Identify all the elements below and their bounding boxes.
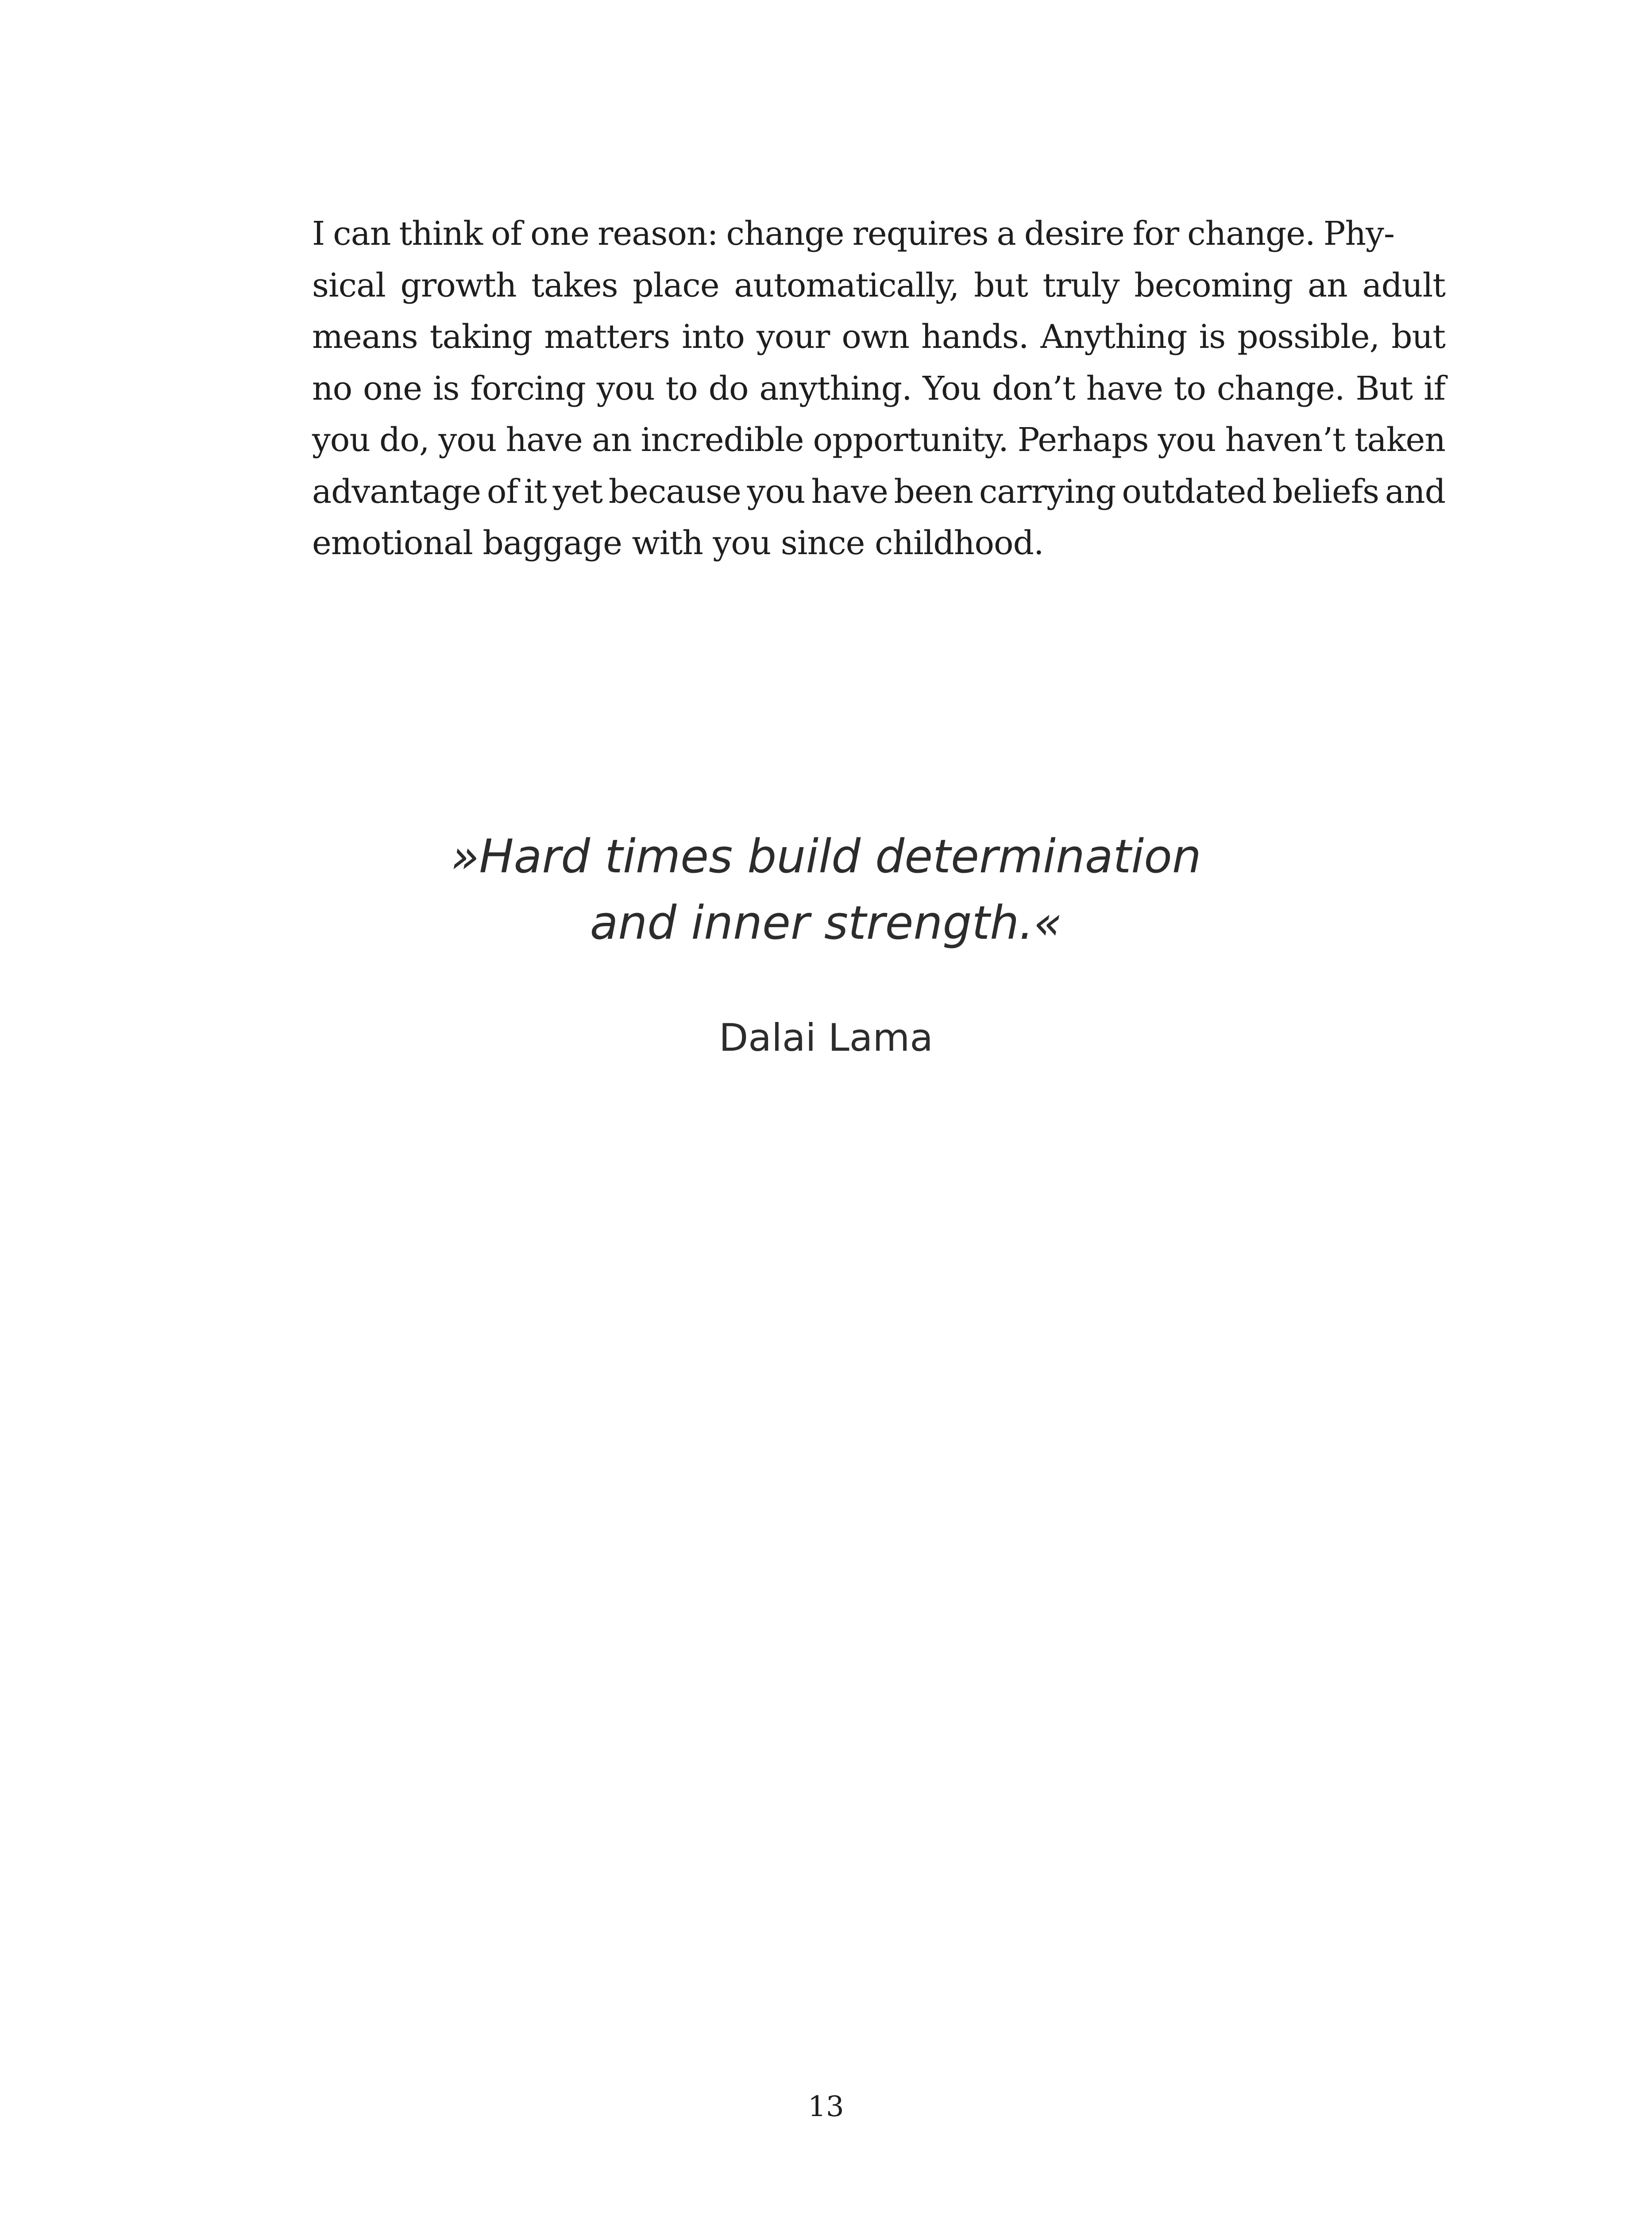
body-paragraph <box>261 208 1445 569</box>
paragraph-line: sical growth takes place automatically, but truly becoming an adult <box>312 266 1445 305</box>
pull-quote <box>383 823 1269 956</box>
quote-line: »Hard times build determination <box>451 829 1201 883</box>
paragraph-line: means taking matters into your own hands. Anything is possible, but <box>312 318 1445 356</box>
paragraph-line: no one is forcing you to do anything. You don’t have to change. But if <box>312 369 1445 408</box>
page-number: 13 <box>808 2090 844 2123</box>
paragraph-line: emotional baggage with you since childhood. <box>312 524 1044 562</box>
paragraph-line: you do, you have an incredible opportunity. Perhaps you haven’t taken <box>312 421 1445 459</box>
quote-line: and inner strength.« <box>590 896 1062 950</box>
paragraph-line: advantage of it yet because you have been carrying outdated beliefs and <box>312 472 1445 511</box>
quote-attribution: Dalai Lama <box>719 1016 933 1060</box>
paragraph-line: I can think of one reason: change requires a desire for change. Phy- <box>312 215 1394 253</box>
